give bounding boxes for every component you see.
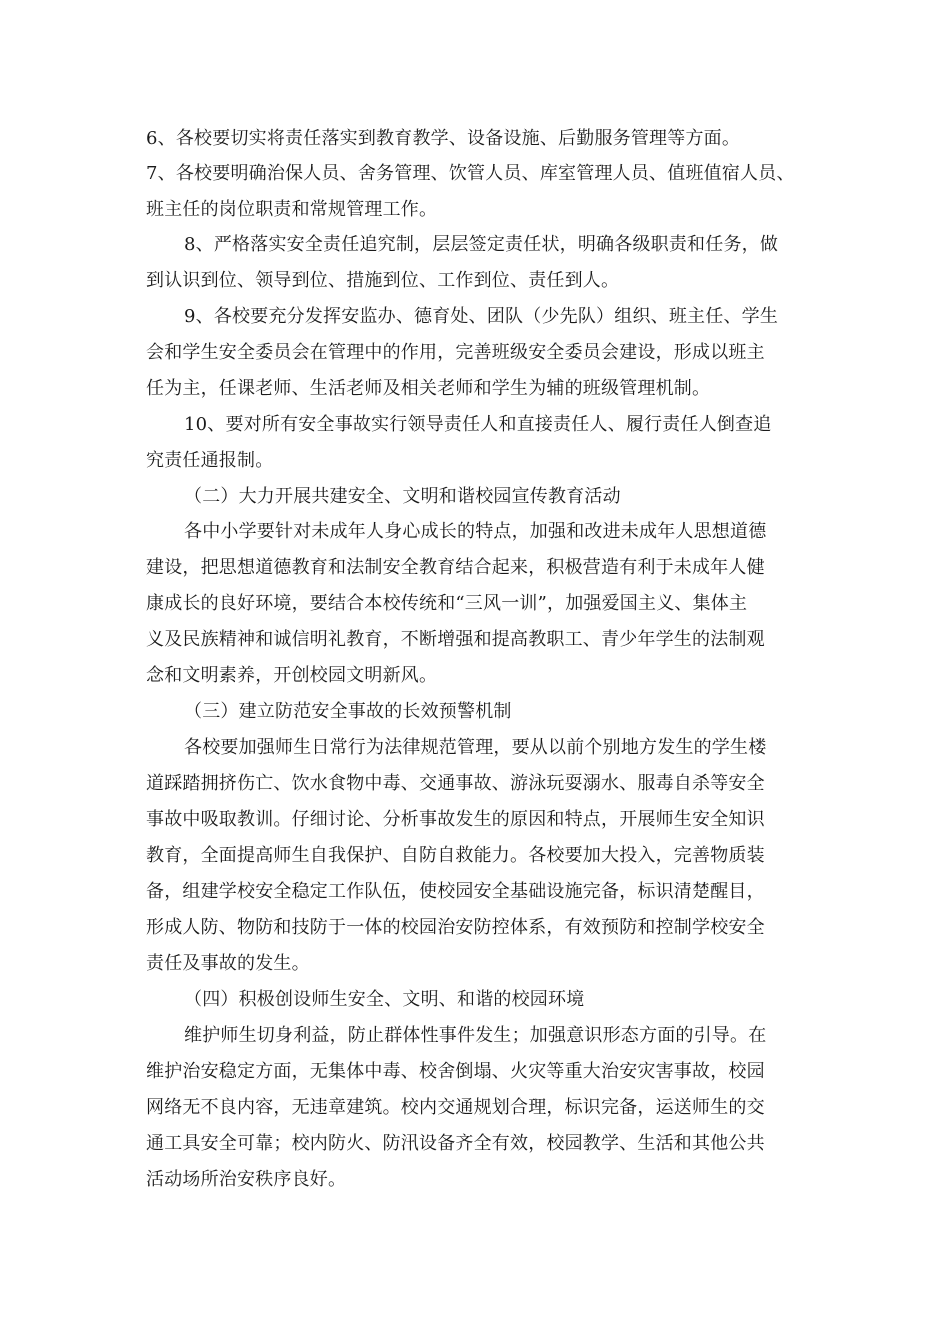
text-line: 网络无不良内容，无违章建筑。校内交通规划合理，标识完备，运送师生的交 xyxy=(146,1097,765,1118)
text-line: 8、严格落实安全责任追究制，层层签定责任状，明确各级职责和任务，做 xyxy=(184,234,779,255)
text-line: 备，组建学校安全稳定工作队伍，使校园安全基础设施完备，标识清楚醒目， xyxy=(146,881,765,902)
text-line: 任为主，任课老师、生活老师及相关老师和学生为辅的班级管理机制。 xyxy=(146,378,711,399)
text-line: 教育，全面提高师生自我保护、自防自救能力。各校要加大投入，完善物质装 xyxy=(146,845,765,866)
text-line: 7、各校要明确治保人员、舍务管理、饮管人员、库室管理人员、值班值宿人员、 xyxy=(146,163,795,184)
section-heading: （二）大力开展共建安全、文明和谐校园宣传教育活动 xyxy=(184,486,621,507)
section-heading: （三）建立防范安全事故的长效预警机制 xyxy=(184,701,512,722)
text-line: 义及民族精神和诚信明礼教育，不断增强和提高教职工、青少年学生的法制观 xyxy=(146,629,765,650)
text-line: 康成长的良好环境，要结合本校传统和“三风一训”，加强爱国主义、集体主 xyxy=(146,593,748,614)
text-line: 道踩踏拥挤伤亡、饮水食物中毒、交通事故、游泳玩耍溺水、服毒自杀等安全 xyxy=(146,773,765,794)
text-line: 事故中吸取教训。仔细讨论、分析事故发生的原因和特点，开展师生安全知识 xyxy=(146,809,765,830)
text-line: 各校要加强师生日常行为法律规范管理，要从以前个别地方发生的学生楼 xyxy=(184,737,767,758)
text-line: 活动场所治安秩序良好。 xyxy=(146,1169,347,1190)
text-line: 形成人防、物防和技防于一体的校园治安防控体系，有效预防和控制学校安全 xyxy=(146,917,765,938)
text-line: 会和学生安全委员会在管理中的作用，完善班级安全委员会建设，形成以班主 xyxy=(146,342,765,363)
text-line: 班主任的岗位职责和常规管理工作。 xyxy=(146,199,438,220)
text-line: 到认识到位、领导到位、措施到位、工作到位、责任到人。 xyxy=(146,270,620,291)
section-heading: （四）积极创设师生安全、文明、和谐的校园环境 xyxy=(184,989,585,1010)
text-line: 建设，把思想道德教育和法制安全教育结合起来，积极营造有利于未成年人健 xyxy=(146,557,765,578)
text-line: 10、要对所有安全事故实行领导责任人和直接责任人、履行责任人倒查追 xyxy=(184,414,772,435)
text-line: 念和文明素养，开创校园文明新风。 xyxy=(146,665,438,686)
text-line: 6、各校要切实将责任落实到教育教学、设备设施、后勤服务管理等方面。 xyxy=(146,128,741,149)
text-line: 维护治安稳定方面，无集体中毒、校舍倒塌、火灾等重大治安灾害事故，校园 xyxy=(146,1061,765,1082)
text-line: 各中小学要针对未成年人身心成长的特点，加强和改进未成年人思想道德 xyxy=(184,521,767,542)
text-line: 通工具安全可靠；校内防火、防汛设备齐全有效，校园教学、生活和其他公共 xyxy=(146,1133,765,1154)
text-line: 9、各校要充分发挥安监办、德育处、团队（少先队）组织、班主任、学生 xyxy=(184,306,779,327)
text-line: 究责任通报制。 xyxy=(146,450,274,471)
text-line: 责任及事故的发生。 xyxy=(146,953,310,974)
text-line: 维护师生切身利益，防止群体性事件发生；加强意识形态方面的引导。在 xyxy=(184,1025,767,1046)
